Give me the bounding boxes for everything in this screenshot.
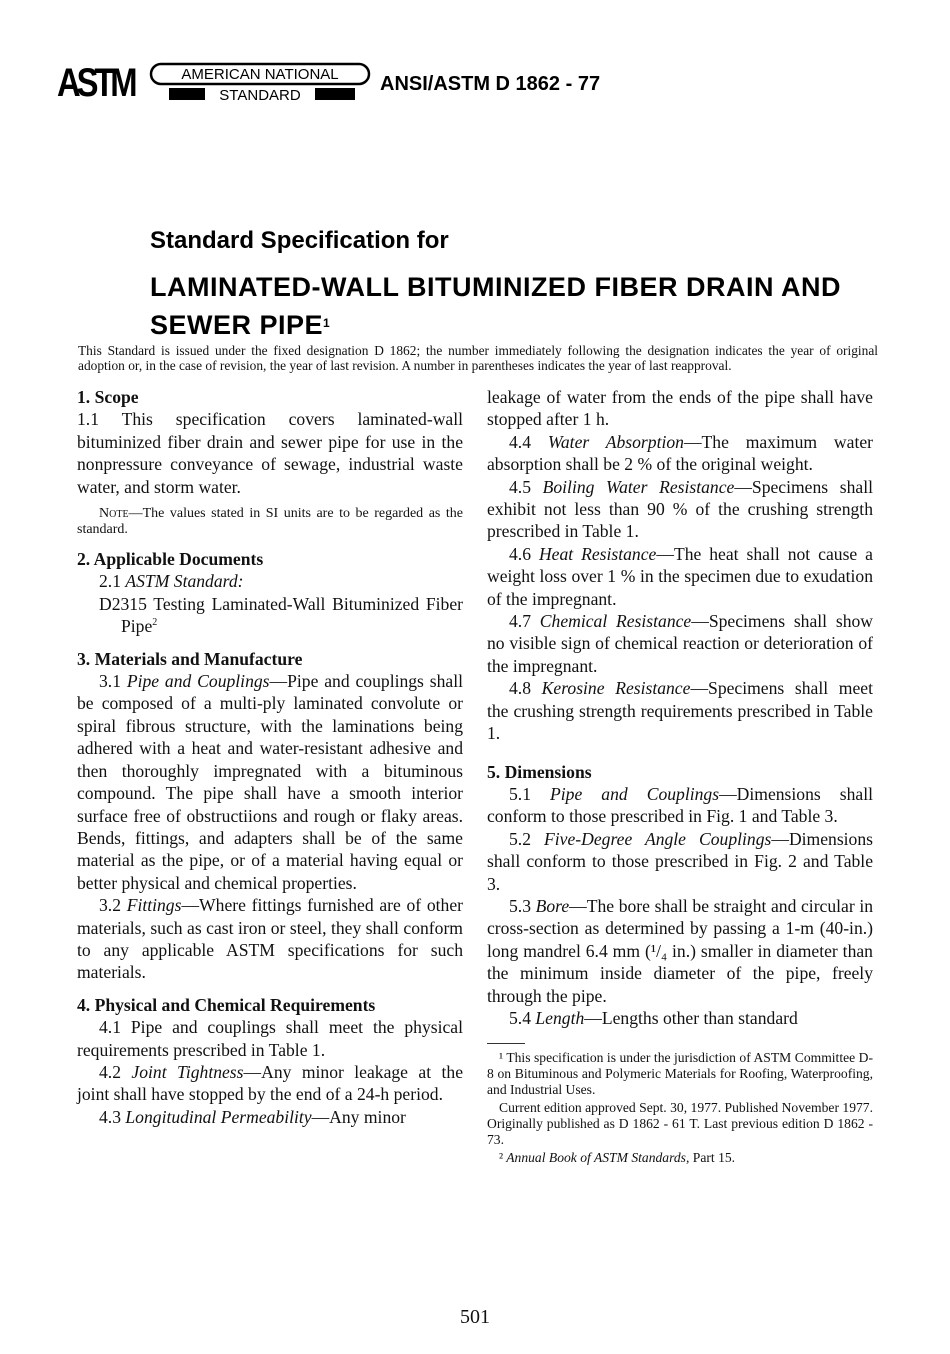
paragraph-4-3 bbox=[77, 1106, 463, 1128]
footnote-1-edition: Current edition approved Sept. 30, 1977. Published November 1977. Originally published as D 1862 - 61 T. Last previous edition D 1862 - 73. bbox=[487, 1100, 873, 1148]
paragraph-5-3-text-b: in.) smaller in diameter than the minimum inside diameter of the pipe, freely through the pipe. bbox=[487, 940, 873, 1006]
paragraph-4-5-number: 4.5 bbox=[509, 476, 543, 497]
paragraph-4-7-number: 4.7 bbox=[509, 611, 540, 632]
section-3-heading: 3. Materials and Manufacture bbox=[77, 648, 303, 669]
paragraph-3-1 bbox=[77, 670, 463, 894]
section-1-heading: 1. Scope bbox=[77, 387, 139, 407]
paragraph-5-1 bbox=[487, 783, 873, 828]
section-2-heading: 2. Applicable Documents bbox=[77, 549, 264, 570]
section-4-heading: 4. Physical and Chemical Requirements bbox=[77, 994, 376, 1015]
footnote-1 bbox=[487, 1050, 873, 1098]
standard-designation: ANSI/ASTM D 1862 - 77 bbox=[380, 73, 601, 95]
page-number: 501 bbox=[460, 1306, 490, 1328]
paragraph-4-2-title: Joint Tightness bbox=[131, 1061, 244, 1082]
paragraph-5-4-text: —Lengths other than standard bbox=[584, 1007, 798, 1028]
paragraph-3-2 bbox=[77, 894, 463, 984]
paragraph-4-6-title: Heat Resistance bbox=[538, 543, 657, 564]
paragraph-4-7-text: —Specimens shall show no visible sign of chemical reaction or deterioration of the impregnant. bbox=[487, 611, 873, 676]
ansi-logo-line2: STANDARD bbox=[219, 87, 301, 104]
reference-footnote-mark: 2 bbox=[152, 617, 158, 629]
paragraph-5-4 bbox=[487, 1007, 873, 1029]
paragraph-4-3-continued: leakage of water from the ends of the pipe shall have stopped after 1 h. bbox=[487, 387, 873, 430]
paragraph-4-6-text: —The heat shall not cause a weight loss over 1 % in the specimen due to exudation of the impregnant. bbox=[487, 543, 873, 609]
paragraph-4-5-text: —Specimens shall exhibit not less than 90 % of the crushing strength prescribed in Table 1. bbox=[487, 476, 873, 542]
paragraph-4-4-title: Water Absorption bbox=[547, 431, 684, 452]
paragraph-4-6-number: 4.6 bbox=[509, 543, 539, 564]
paragraph-5-3-title: Bore bbox=[535, 895, 570, 916]
paragraph-5-3 bbox=[487, 895, 873, 1007]
paragraph-5-2 bbox=[487, 828, 873, 895]
title-block bbox=[150, 227, 890, 344]
astm-logo: ASTM bbox=[57, 61, 134, 105]
paragraph-5-1-number: 5.1 bbox=[509, 783, 551, 804]
paragraph-5-2-number: 5.2 bbox=[509, 828, 545, 849]
reference-text: D2315 Testing Laminated-Wall Bituminized Fiber Pipe bbox=[99, 593, 463, 637]
paragraph-4-2-number: 4.2 bbox=[99, 1061, 132, 1082]
paragraph-4-8 bbox=[487, 677, 873, 744]
right-column bbox=[487, 386, 873, 1168]
paragraph-5-3-fraction: ¹/₄ bbox=[650, 940, 668, 961]
footnote-2 bbox=[487, 1150, 873, 1166]
document-title-text: LAMINATED-WALL BITUMINIZED FIBER DRAIN AND SEWER PIPE bbox=[150, 272, 841, 340]
paragraph-3-2-title: Fittings bbox=[126, 895, 182, 916]
note bbox=[77, 506, 463, 538]
ansi-logo bbox=[149, 62, 371, 104]
paragraph-5-3-number: 5.3 bbox=[509, 895, 536, 916]
paragraph-2-1-title: ASTM Standard: bbox=[125, 571, 244, 592]
footnote-divider bbox=[487, 1043, 525, 1044]
document-header bbox=[57, 56, 617, 110]
footnote-2-text: , Part 15. bbox=[685, 1150, 736, 1166]
paragraph-2-1 bbox=[77, 570, 463, 592]
paragraph-5-3-text-a: —The bore shall be straight and circular in cross-section as determined by passing a 1-m (40-in.) long mandrel 6.4 mm ( bbox=[487, 895, 874, 961]
paragraph-4-3-title: Longitudinal Permeability bbox=[125, 1106, 312, 1127]
paragraph-3-1-title: Pipe and Couplings bbox=[126, 671, 270, 692]
referenced-document bbox=[77, 593, 463, 638]
paragraph-4-8-text: —Specimens shall meet the crushing strength requirements prescribed in Table 1. bbox=[487, 678, 873, 744]
paragraph-4-4-text: —The maximum water absorption shall be 2 % of the original weight. bbox=[487, 431, 873, 475]
paragraph-4-7-title: Chemical Resistance bbox=[539, 611, 692, 632]
footnote-2-title: Annual Book of ASTM Standards bbox=[503, 1150, 686, 1166]
paragraph-5-1-title: Pipe and Couplings bbox=[550, 783, 720, 804]
paragraph-2-1-number: 2.1 bbox=[99, 571, 126, 592]
title-prefix: Standard Specification for bbox=[150, 227, 449, 254]
paragraph-4-4 bbox=[487, 431, 873, 476]
paragraph-5-1-text: —Dimensions shall conform to those prescribed in Fig. 1 and Table 3. bbox=[487, 783, 873, 827]
footnote-2-mark: ² bbox=[499, 1150, 504, 1166]
paragraph-4-3-number: 4.3 bbox=[99, 1106, 126, 1127]
title-footnote-mark: 1 bbox=[323, 316, 331, 330]
footnote-1-mark: ¹ bbox=[499, 1050, 504, 1066]
paragraph-4-1: 4.1 Pipe and couplings shall meet the physical requirements prescribed in Table 1. bbox=[77, 1017, 463, 1060]
left-column bbox=[77, 386, 463, 1128]
paragraph-5-2-text: —Dimensions shall conform to those prescribed in Fig. 2 and Table 3. bbox=[487, 828, 873, 894]
paragraph-4-7 bbox=[487, 610, 873, 677]
paragraph-1-1: 1.1 This specification covers laminated-wall bituminized fiber drain and sewer pipe for use in the nonpressure conveyance of sewage, industrial waste water, and storm water. bbox=[77, 409, 463, 497]
paragraph-4-2-text: —Any minor leakage at the joint shall have stopped by the end of a 24-h period. bbox=[77, 1061, 464, 1105]
paragraph-3-2-text: —Where fittings furnished are of other materials, such as cast iron or steel, they shall conform to any applicable ASTM specifications for such materials. bbox=[77, 895, 463, 983]
paragraph-4-3-text: —Any minor bbox=[311, 1106, 406, 1127]
paragraph-4-8-title: Kerosine Resistance bbox=[541, 678, 691, 699]
paragraph-4-2 bbox=[77, 1061, 463, 1106]
document-title bbox=[150, 268, 890, 344]
paragraph-3-1-text: —Pipe and couplings shall be composed of a multi-ply laminated convolute or spiral fibrous structure, with the laminations being adhered with a heat and water-resistant adhesive and then thoroughly impregnated with a bituminous compound. The pipe shall have a smooth interior surface free of obstructiions and rough or flaky areas. Bends, fittings, and adapters shall be of the same material as the pipe, or of a material having equal or better physical and chemical properties. bbox=[77, 671, 463, 893]
paragraph-4-5 bbox=[487, 476, 873, 543]
issuance-note: This Standard is issued under the fixed designation D 1862; the number immediately following the designation indicates the year of original adoption or, in the case of revision, the year of last revision. A number in parentheses indicates the year of last reapproval. bbox=[78, 343, 878, 373]
paragraph-4-6 bbox=[487, 543, 873, 610]
paragraph-5-4-title: Length bbox=[535, 1007, 585, 1028]
ansi-logo-line1: AMERICAN NATIONAL bbox=[181, 66, 339, 83]
paragraph-5-4-number: 5.4 bbox=[509, 1007, 536, 1028]
note-label: Note bbox=[99, 506, 129, 522]
reference-d2315 bbox=[99, 593, 463, 638]
paragraph-4-8-number: 4.8 bbox=[509, 678, 542, 699]
paragraph-3-2-number: 3.2 bbox=[99, 895, 127, 916]
paragraph-3-1-number: 3.1 bbox=[99, 671, 127, 692]
paragraph-4-4-number: 4.4 bbox=[509, 431, 548, 452]
paragraph-5-2-title: Five-Degree Angle Couplings bbox=[544, 828, 772, 849]
section-5-heading: 5. Dimensions bbox=[487, 761, 592, 782]
paragraph-4-5-title: Boiling Water Resistance bbox=[542, 476, 735, 497]
note-text: —The values stated in SI units are to be regarded as the standard. bbox=[77, 506, 463, 538]
footnote-1-text: This specification is under the jurisdiction of ASTM Committee D-8 on Bituminous and Polymeric Materials for Roofing, Waterproofing, and Industrial Uses. bbox=[487, 1050, 873, 1098]
